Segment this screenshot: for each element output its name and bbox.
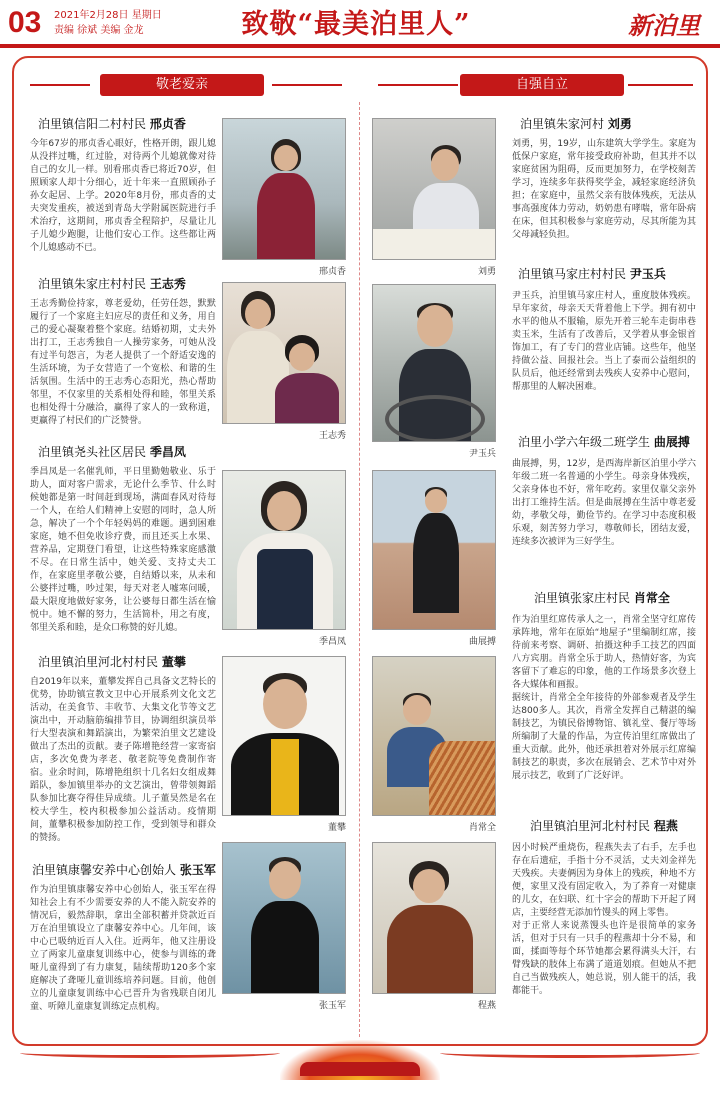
article-title (520, 116, 632, 132)
portrait-photo (372, 284, 496, 442)
article-title-prefix: 泊里镇朱家河村 (520, 117, 605, 131)
article-title (32, 862, 216, 878)
ribbon-right (440, 1048, 700, 1058)
page-number: 03 (8, 6, 42, 39)
portrait-photo (222, 282, 346, 424)
portrait-photo (222, 118, 346, 260)
article-title-name: 邢贞香 (149, 117, 186, 131)
article-title-name: 程燕 (653, 819, 678, 833)
article-title-prefix: 泊里镇尧头社区居民 (38, 445, 147, 459)
article-title-prefix: 泊里镇信阳二村村民 (38, 117, 147, 131)
masthead (0, 0, 720, 48)
banner-line-left-a (30, 84, 90, 86)
article-title (38, 276, 186, 292)
article-title-prefix: 泊里小学六年级二班学生 (518, 435, 651, 449)
article-title (38, 444, 186, 460)
article-body: 自2019年以来，董攀发挥自己具备文艺特长的优势，协助镇宣教文卫中心开展系列文化文艺活动，在美食节、丰收节、大集文化节等文艺演出中，开动脑筋编排节目，协调组织演员举行大型表演和舞蹈演出，为繁荣泊里文艺建设做出了杰出的贡献。妻子陈增艳经营一家寄宿店，多次免费为孝老、敬老院等免费制作寄宿。业余时间，陈增艳组织十几名妇女组成舞蹈队，参加镇里举办的文艺演出，曾带领舞蹈队参加比赛夺得佳异成绩。儿子董昊然是名在校大学生，校内积极参加公益活动。疫情期间，董攀积极参加防控工作，受到领导和群众的赞扬。 (30, 677, 216, 843)
article-body: 作为泊里镇康馨安养中心创始人，张玉军在得知社会上有不少需要安养的人不能入院安养的情况后，毅然辞职，拿出全部积蓄并贷款近百万在泊里镇设立了康馨安养中心。几年间，该中心已吸纳近百人入住。近两年，他又注册设立了两家儿童康复训练中心，使参与训练的聋哑儿童得到了有力康复，陆续帮助120多个家庭解决了聋哑儿童训练培养问题。目前，他创立的儿童康复训练中心已晋升为省残联自闭儿童、听障儿童康复训练定点机构。 (30, 885, 216, 1012)
article-title-prefix: 泊里镇泊里河北村村民 (530, 819, 651, 833)
article-body: 今年67岁的邢贞香心眼好，性格开朗，跟儿媳从没拌过嘴，红过脸，对待两个儿媳就像对待自己的女儿一样。别看邢贞香已将近70岁，但照顾家人却十分细心，近十年来一直照顾孙子孙女起居、上学。2020年8月份，邢贞香的丈夫突发重疾，被送到青岛大学附属医院进行手术治疗，这期间，邢贞香全程陪护，尽量让儿子儿媳少跑腿，让他们安心工作。这些都让两个儿媳感动不已。 (30, 139, 216, 253)
article-body: 刘勇，男，19岁，山东建筑大学学生。家庭为低保户家庭，常年接受政府补助，但其并不以家庭贫困为阻碍，反而更加努力，在学校刻苦学习，连续多年获得奖学金，减轻家庭经济负担；在家庭中，虽然父亲有肢体残疾，无法从事高强度体力劳动，奶奶患有哮喘，常年卧病在床，但其积极参与家庭劳动，尽其所能为其父母减轻负担。 (512, 139, 696, 240)
issue-info (54, 8, 162, 38)
header-rule (0, 44, 720, 48)
article-title-name: 曲展搏 (653, 435, 690, 449)
photo-caption: 董攀 (327, 823, 346, 833)
article-body: 尹玉兵，泊里镇马家庄村人，重度肢体残疾。早年家贫，母亲天天背着他上下学。拥有初中水平的他从不服输，原先开着三轮车走街串巷卖玉米，生活有了改善后，又学着从事金银首饰加工，有了专门的营业店铺。这些年，他坚持做公益、回报社会。当上了泰而公益组织的队员后，他还经常到去残疾人安养中心慰问，帮那里的人解决困难。 (512, 291, 696, 392)
article-title (530, 818, 678, 834)
photo-caption: 王志秀 (318, 431, 346, 441)
article-title-name: 尹玉兵 (629, 267, 666, 281)
article-title (518, 266, 666, 282)
banner-line-right-a (378, 84, 458, 86)
page-title: 致敬“最美泊里人” (241, 9, 471, 40)
portrait-photo (372, 842, 496, 994)
issue-date: 2021年2月28日 星期日 (54, 10, 162, 21)
article-title-prefix: 泊里镇康馨安养中心创始人 (32, 863, 177, 877)
article-title (38, 654, 186, 670)
article-title-name: 董攀 (161, 655, 186, 669)
issue-staff: 责编 徐斌 美编 金龙 (54, 25, 144, 36)
article-title-name: 肖常全 (633, 591, 670, 605)
photo-caption: 程燕 (477, 1001, 496, 1011)
photo-caption: 季昌凤 (318, 637, 346, 647)
portrait-photo (372, 470, 496, 630)
photo-caption: 刘勇 (477, 267, 496, 277)
article-title-prefix: 泊里镇马家庄村村民 (518, 267, 627, 281)
article-body: 作为泊里红席传承人之一，肖常全坚守红席传承阵地，常年在原始“地屋子”里编制红席，接待前来考察、调研、拍摄这种手工技艺的四面八方宾朋。肖常全乐于助人，热情好客，为宾客留下了难忘的印象，他的工作场景多次登上各大媒体和画报。 (512, 615, 696, 690)
photo-caption: 邢贞香 (318, 267, 346, 277)
article-body: 据统计，肖常全全年接待的外部参观者及学生达800多人。其次，肖常全发挥自己精湛的编制技艺，为镇民俗博物馆、镇礼堂、餐厅等场所编制了大量的作品，为宣传泊里红席做出了重大贡献。此外，他还承担着对外展示红席编制技艺的职责，多次在展销会、艺术节中对外展示技艺，收到了广泛好评。 (512, 693, 696, 781)
article-title-prefix: 泊里镇朱家庄村村民 (38, 277, 147, 291)
banner-line-left-b (272, 84, 342, 86)
article-title-name: 季昌凤 (149, 445, 186, 459)
crowd-silhouette (300, 1062, 420, 1076)
article-title (38, 116, 186, 132)
photo-caption: 曲展搏 (468, 637, 496, 647)
photo-caption: 尹玉兵 (468, 449, 496, 459)
article-body: 王志秀勤俭持家，尊老爱幼，任劳任怨，默默履行了一个家庭主妇应尽的责任和义务，用自己的爱心凝聚着整个家庭。结婚初期，丈夫外出打工，王志秀独自一人操劳家务，可她从没有过半句怨言，为老人提供了一个舒适安逸的生活环境，为子女营造了一个宽松、和谐的生活氛围。生活中的王志秀心态阳光，热心帮助邻里，不仅家里的关系相处得和睦，邻里关系也相处得十分融洽，赢得了家人的一致称道，更赢得了村民们的广泛赞誉。 (30, 299, 216, 426)
portrait-photo (222, 470, 346, 630)
banner-line-right-b (628, 84, 693, 86)
photo-caption: 张玉军 (318, 1001, 346, 1011)
article-title (518, 434, 690, 450)
photo-caption: 肖常全 (468, 823, 496, 833)
newspaper-logo: 新泊里 (628, 11, 700, 40)
footer-ornament (0, 1040, 720, 1095)
article-title-name: 张玉军 (179, 863, 216, 877)
column-divider (359, 102, 360, 1037)
article-body: 对于正常人来说蒸馒头也许是很简单的家务活，但对于只有一只手的程燕却十分不易，和面，揉面等每个环节她都会累得满头大汗，右臂残缺的肢体上布满了道道划痕。但她从不把自己当做残疾人，她总说，别人能干的活，我都能干。 (512, 921, 696, 996)
section-banner-left: 敬老爱亲 (100, 74, 264, 96)
article-title-prefix: 泊里镇张家庄村民 (534, 591, 631, 605)
portrait-photo (372, 118, 496, 260)
portrait-photo (222, 656, 346, 816)
article-body: 季昌凤是一名催乳师，平日里勤勉敬业、乐于助人，面对客户需求，无论什么季节、什么时候她都是第一时间赶到现场，满面春风对待每一个人，在给人们精神上安慰的同时，急人所急，解决了一个个年轻妈妈的难题。遇到困难家庭，她不但免收诊疗费，而且还买上水果、营养品，定期登门看望，让这些特殊家庭感激不尽。在日常生活中，她关爱、支持丈夫工作，在家庭里孝敬公婆，自结婚以来，从未和公婆拌过嘴，吵过架，每天对老人嘘寒问暖，最大限度地做好家务，让公婆每日都生活在愉悦中。她不懈的努力，生活简朴，用之有度，邻里关系和睦，是众口称赞的好儿媳。 (30, 467, 216, 633)
section-banner-right: 自强自立 (460, 74, 624, 96)
article-title-name: 王志秀 (149, 277, 186, 291)
article-title-name: 刘勇 (607, 117, 632, 131)
ribbon-left (20, 1048, 280, 1058)
article-title-prefix: 泊里镇泊里河北村村民 (38, 655, 159, 669)
article-body: 因小时候严重烧伤，程燕失去了右手，左手也存在后遗症，手指十分不灵活，丈夫刘金祥先天残疾。夫妻俩因为身体上的残疾，种地不方便，家里又没有固定收入，为了养育一对健康的儿女，在妇联、红十字会的帮助下开起了网店，主要经营无添加竹馒头的网上零售。 (512, 843, 696, 918)
portrait-photo (222, 842, 346, 994)
article-title (534, 590, 670, 606)
portrait-photo (372, 656, 496, 816)
article-body: 曲展搏，男，12岁，是西海岸新区泊里小学六年级二班一名普通的小学生。母亲身体残疾，父亲身体也不好，常年吃药。家里仅靠父亲外出打工维持生活。但是曲展搏在生活中尊老爱幼，孝敬父母，勤俭节约。在学习中态度积极乐观，刻苦努力学习，尊敬师长，团结友爱，连续多次被评为三好学生。 (512, 459, 696, 547)
